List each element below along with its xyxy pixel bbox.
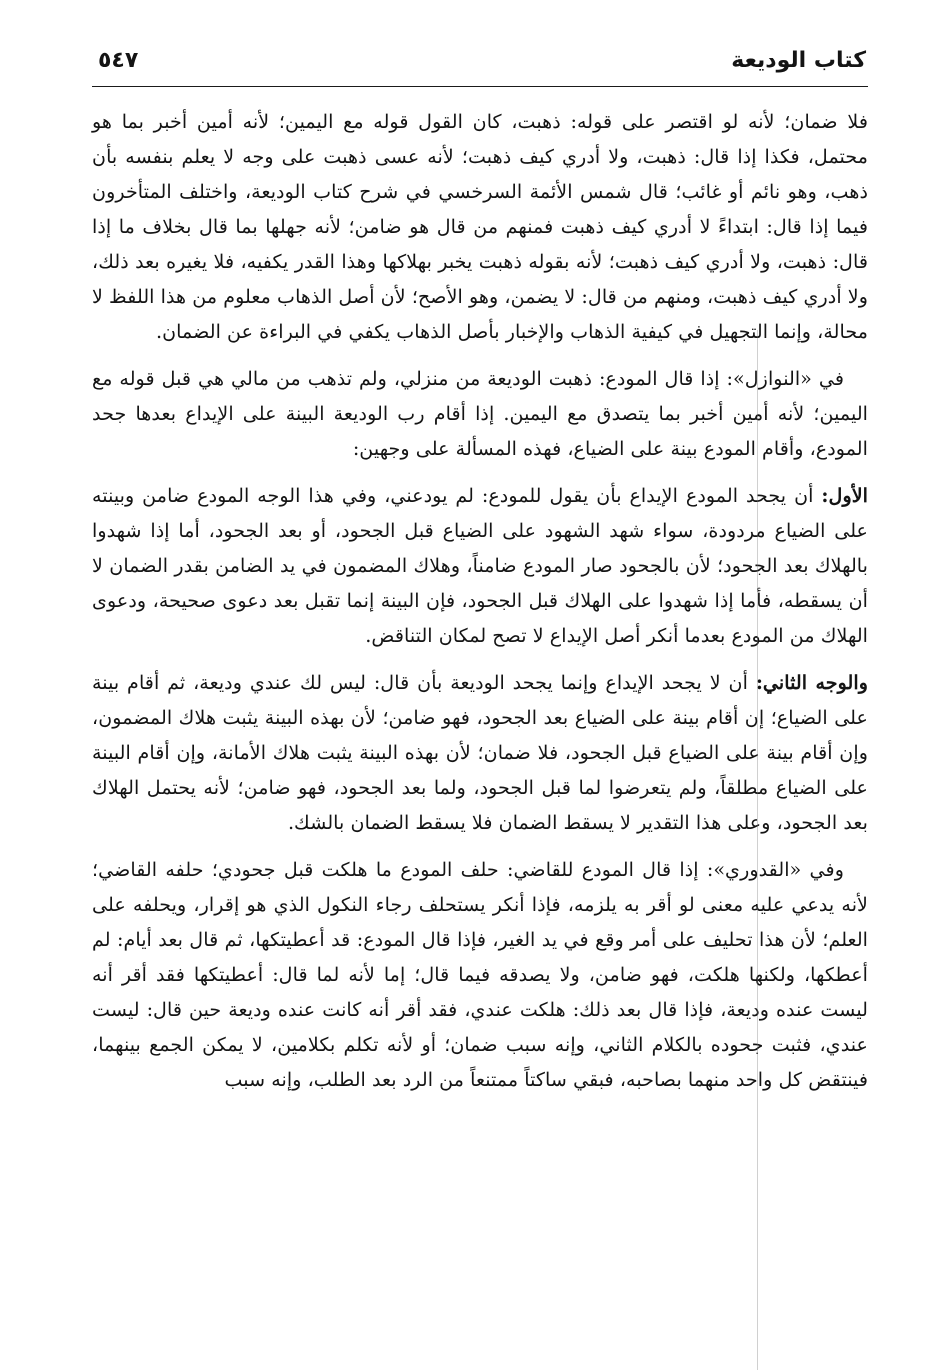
book-page: [92, 40, 868, 1360]
paragraph-text: فلا ضمان؛ لأنه لو اقتصر على قوله: ذهبت، كان القول قوله مع اليمين؛ لأنه أمين أخبر بما هو محتمل، فكذا إذا قال: ذهبت، ولا أدري كيف ذهبت؛ لأنه عسى ذهبت على وجه لا يعلم بنفسه بأن ذهب، وهو نائم أو غائب؛ قال شمس الأئمة السرخسي في شرح كتاب الوديعة، واختلف المتأخرون فيما إذا قال: ابتداءً لا أدري كيف ذهبت فمنهم من قال هو ضامن؛ لأنه جهلها بما قال بخلاف ما إذا قال: ذهبت، ولا أدري كيف ذهبت؛ لأنه بقوله ذهبت يخبر بهلاكها وهذا القدر يكفيه، فلا يغيره بعد ذلك، ولا أدري كيف ذهبت، ومنهم من قال: لا يضمن، وهو الأصح؛ لأن أصل الذهاب معلوم من هذا اللفظ لا محالة، وإنما التجهيل في كيفية الذهاب والإخبار بأصل الذهاب يكفي في البراءة عن الضمان.: [92, 110, 868, 343]
paragraph-lead: الأول:: [821, 484, 868, 507]
paragraph: [92, 104, 868, 349]
paragraph-text: أن يجحد المودع الإيداع بأن يقول للمودع: لم يودعني، وفي هذا الوجه المودع ضامن وبينته على الضياع مردودة، سواء شهد الشهود على الضياع قبل الجحود، أو بعد الجحود، أما إذا شهدوا بالهلاك بعد الجحود؛ لأن بالجحود صار المودع ضامناً، وهلاك المضمون في يد الضامن بقدر الضمان لا أن يسقطه، فأما إذا شهدوا على الهلاك قبل الجحود، فإن البينة إنما تقبل بعد دعوى صحيحة، ودعوى الهلاك من المودع بعدما أنكر أصل الإيداع لا تصح لمكان التناقض.: [92, 484, 868, 647]
paragraph: [92, 665, 868, 840]
running-header: [92, 40, 868, 86]
header-rule: [92, 86, 868, 87]
chapter-title: كتاب الوديعة: [731, 48, 866, 73]
paragraph-text: وفي «القدوري»: إذا قال المودع للقاضي: حلف المودع ما هلكت قبل جحودي؛ حلفه القاضي؛ لأنه يدعي عليه معنى لو أقر به يلزمه، فإذا أنكر يستحلف رجاء النكول الذي هو إقرار، ويحلفه على العلم؛ لأن هذا تحليف على أمر وقع في يد الغير، فإذا قال المودع: قد أعطيتكها، ثم قال بعد أيام: لم أعطكها، ولكنها هلكت، فهو ضامن، ولا يصدقه فيما قال؛ إما لأنه لما قال: أعطيتكها فقد أقر أنه ليست عنده وديعة، فإذا قال بعد ذلك: هلكت عندي، فقد أقر أنه كانت عنده وديعة حين قال: ليست عندي، فثبت جحوده بالكلام الثاني، وإنه سبب ضمان؛ أو لأنه تكلم بكلامين، لا يمكن الجمع بينهما، فينتقض كل واحد منهما بصاحبه، فبقي ساكتاً ممتنعاً من الرد بعد الطلب، وإنه سبب: [92, 858, 868, 1091]
scan-fold-line: [757, 330, 758, 1370]
page-number: ٥٤٧: [98, 48, 139, 73]
paragraph: [92, 361, 868, 466]
paragraph: [92, 852, 868, 1097]
paragraph: [92, 478, 868, 653]
paragraph-lead: والوجه الثاني:: [755, 671, 868, 694]
paragraph-text: في «النوازل»: إذا قال المودع: ذهبت الوديعة من منزلي، ولم تذهب من مالي هي قبل قوله مع اليمين؛ لأنه أمين أخبر بما يتصدق مع اليمين. إذا أقام رب الوديعة البينة على الإيداع بعدها جحد المودع، وأقام المودع بينة على الضياع، فهذه المسألة على وجهين:: [92, 367, 868, 460]
paragraph-text: أن لا يجحد الإيداع وإنما يجحد الوديعة بأن قال: ليس لك عندي وديعة، ثم أقام بينة على الضياع؛ إن أقام بينة على الضياع بعد الجحود، فهو ضامن؛ لأن بهذه البينة يثبت هلاك المضمون، وإن أقام بينة على الضياع قبل الجحود، فلا ضمان؛ لأن بهذه البينة يثبت هلاك الأمانة، وإن أقام البينة على الضياع مطلقاً، ولم يتعرضوا لما قبل الجحود، ولما بعد الجحود، فهو ضامن؛ لأنه يحتمل الهلاك بعد الجحود، وعلى هذا التقدير لا يسقط الضمان فلا يسقط الضمان بالشك.: [92, 671, 868, 834]
body-text: [92, 104, 868, 1109]
